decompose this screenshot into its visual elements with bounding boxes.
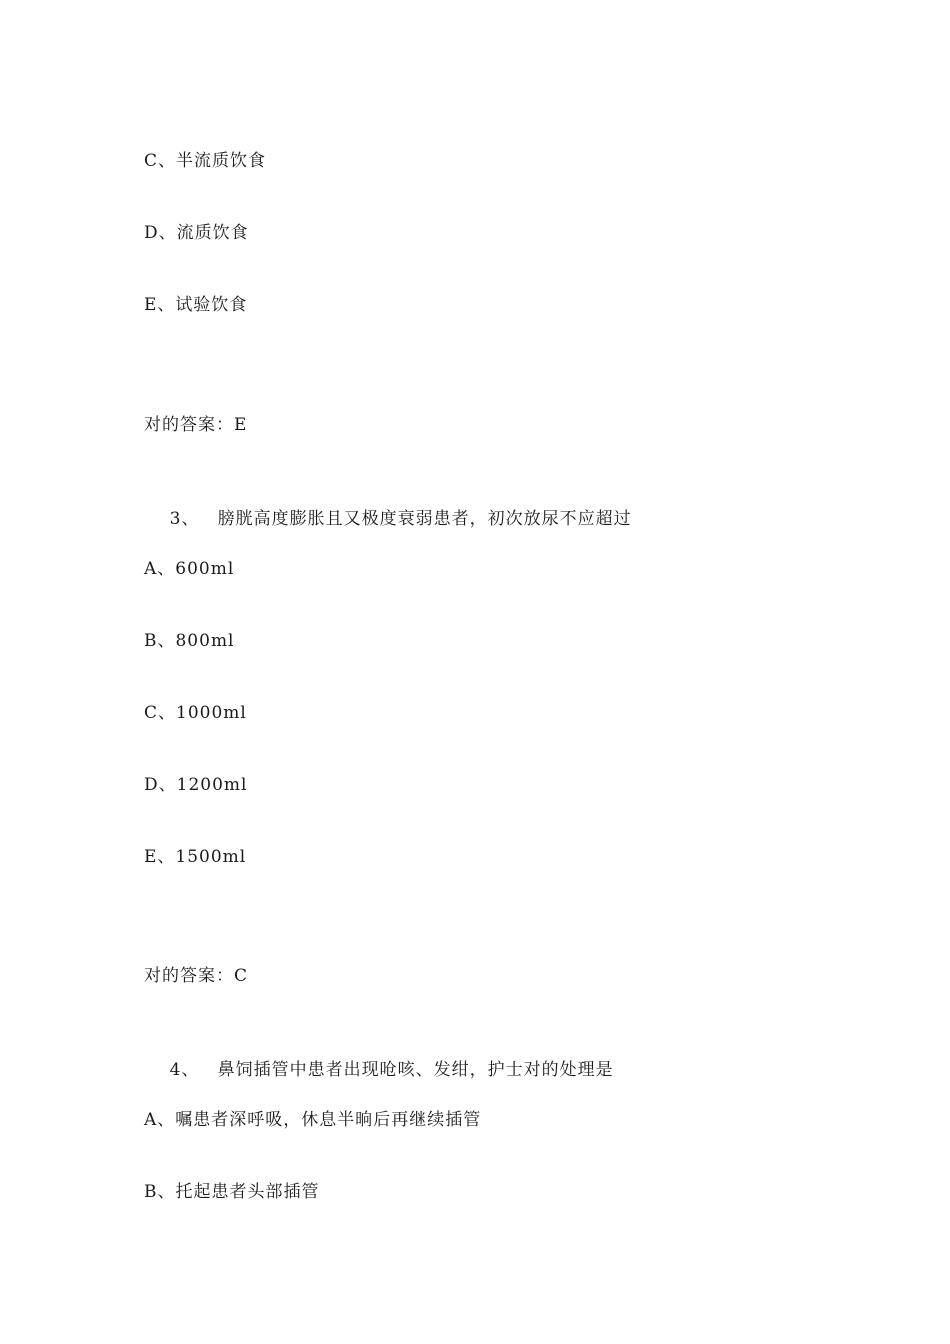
q4-number: 4、 xyxy=(169,1060,200,1080)
q3-answer: 对的答案：C xyxy=(144,966,249,986)
q2-option-c: C、半流质饮食 xyxy=(144,151,267,171)
q3-number: 3、 xyxy=(169,509,200,529)
q4-question xyxy=(144,1037,614,1103)
q4-stem: 鼻饲插管中患者出现呛咳、发绀，护士对的处理是 xyxy=(217,1060,614,1080)
q3-option-e: E、1500ml xyxy=(144,847,247,867)
q3-option-b: B、800ml xyxy=(144,631,235,651)
q4-option-a: A、嘱患者深呼吸，休息半晌后再继续插管 xyxy=(144,1110,482,1130)
q2-option-e: E、试验饮食 xyxy=(144,295,248,315)
q3-stem: 膀胱高度膨胀且又极度衰弱患者，初次放尿不应超过 xyxy=(217,509,632,529)
q3-question xyxy=(144,486,632,552)
q4-option-b: B、托起患者头部插管 xyxy=(144,1182,320,1202)
q3-option-a: A、600ml xyxy=(144,559,235,579)
q3-option-c: C、1000ml xyxy=(144,703,247,723)
q3-option-d: D、1200ml xyxy=(144,775,248,795)
q2-answer: 对的答案：E xyxy=(144,415,248,435)
q2-option-d: D、流质饮食 xyxy=(144,223,249,243)
